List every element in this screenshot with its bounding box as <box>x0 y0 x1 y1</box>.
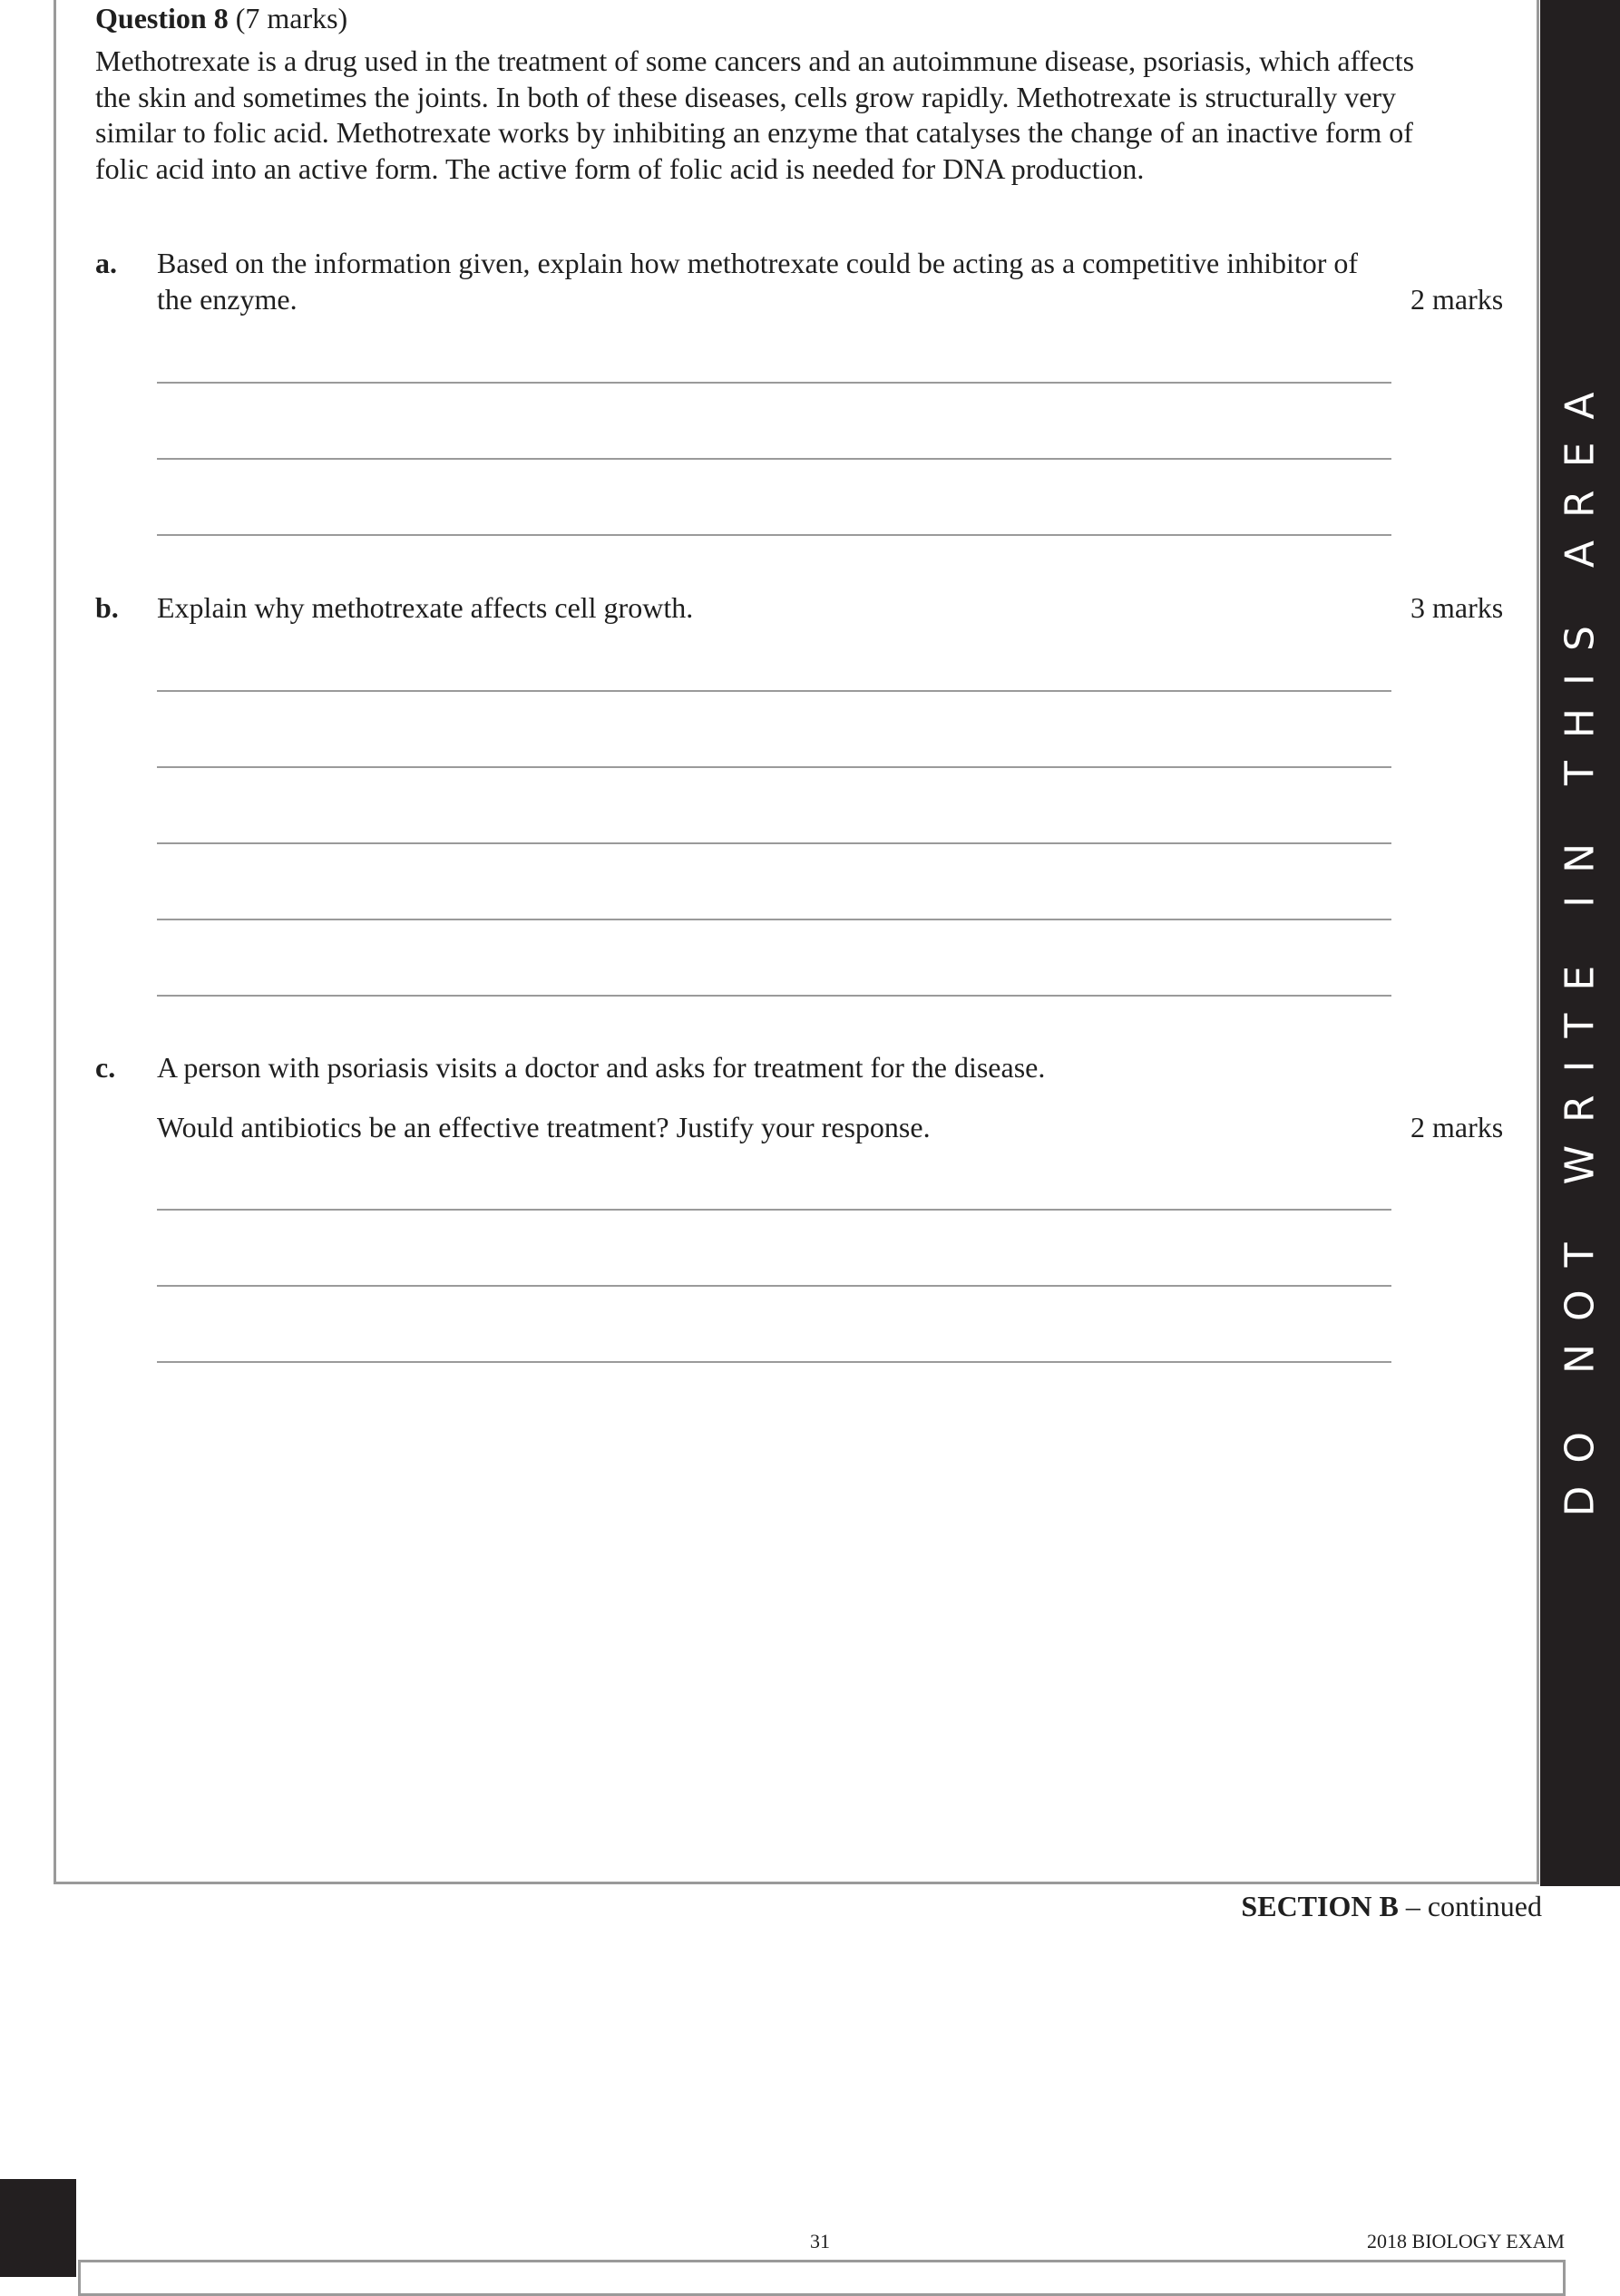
page-number: 31 <box>810 2230 830 2252</box>
part-a-label: a. <box>95 247 117 279</box>
part-c-answer-line[interactable] <box>157 1209 1391 1211</box>
continued-label: – continued <box>1398 1890 1542 1922</box>
question-heading <box>95 0 347 36</box>
question-intro: Methotrexate is a drug used in the treatment of some cancers and an autoimmune disease, psoriasis, which affects the skin and sometimes the joints. In both of these diseases, cells grow rapidly. Methotrexate is structurally very similar to folic acid. Methotrexate works by inhibiting an enzyme that catalyses the change of an inactive form of folic acid into an active form. The active form of folic acid is needed for DNA production. <box>95 44 1415 185</box>
part-c-answer-line[interactable] <box>157 1361 1391 1363</box>
question-total-marks: (7 marks) <box>235 2 348 34</box>
part-b-marks: 3 marks <box>1410 591 1504 624</box>
part-c-marks: 2 marks <box>1410 1111 1504 1143</box>
part-a-marks: 2 marks <box>1410 283 1504 316</box>
part-b-label: b. <box>95 591 119 624</box>
part-c-answer-line[interactable] <box>157 1285 1391 1287</box>
question-number: Question 8 <box>95 2 229 34</box>
margin-notice: DO NOT WRITE IN THIS AREA <box>1557 369 1604 1517</box>
registration-mark <box>0 2179 76 2277</box>
part-a-answer-line[interactable] <box>157 458 1391 460</box>
section-name: SECTION B <box>1241 1890 1399 1922</box>
section-continued <box>1241 1888 1542 1924</box>
part-b-answer-line[interactable] <box>157 842 1391 844</box>
part-a-answer-line[interactable] <box>157 534 1391 536</box>
exam-name: 2018 BIOLOGY EXAM <box>1367 2230 1565 2252</box>
part-b-answer-line[interactable] <box>157 919 1391 920</box>
part-c-question-follow-up: Would antibiotics be an effective treatment? Justify your response. <box>157 1111 931 1143</box>
next-frame-edge <box>78 2260 1566 2296</box>
part-b-answer-line[interactable] <box>157 690 1391 692</box>
part-b-question: Explain why methotrexate affects cell growth. <box>157 591 694 624</box>
part-a-question: Based on the information given, explain how methotrexate could be acting as a competitive inhibitor of the enzyme. <box>157 247 1359 316</box>
part-c-question: A person with psoriasis visits a doctor and asks for treatment for the disease. <box>157 1051 1046 1084</box>
part-b-answer-line[interactable] <box>157 766 1391 768</box>
part-c-label: c. <box>95 1051 116 1084</box>
part-a-answer-line[interactable] <box>157 382 1391 384</box>
part-b-answer-line[interactable] <box>157 995 1391 997</box>
